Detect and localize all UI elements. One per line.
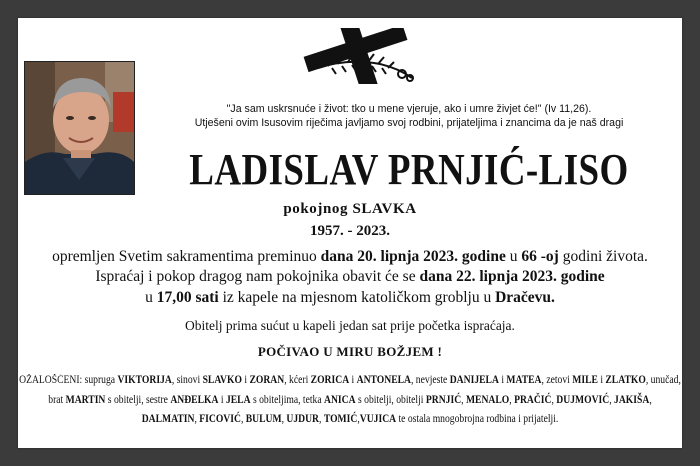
- mourner-text: ,: [461, 393, 466, 406]
- death-date: dana 20. lipnja 2023. godine: [320, 248, 506, 265]
- mourner-text: te ostala mnogobrojna rodbina i prijatelji.: [396, 413, 559, 425]
- mourner-text: i: [498, 374, 507, 386]
- mourner-name: ZLATKO: [605, 374, 646, 386]
- mourner-name: DANIJELA: [449, 374, 499, 386]
- father-name: pokojnog SLAVKA: [283, 201, 417, 217]
- mourner-name: ANĐELKA: [170, 393, 219, 406]
- mourner-name: ANICA: [324, 393, 356, 406]
- quote-line: "Ja sam uskrsnuće i život: tko u mene vjeruje, ako i umre živjet će!" (Iv 11,26).: [226, 103, 592, 115]
- mourner-name: DUJMOVIĆ: [556, 393, 610, 406]
- mourner-name: ZORAN: [249, 374, 285, 386]
- cross-with-wreath-icon: [288, 28, 428, 84]
- mourner-text: i: [218, 393, 226, 406]
- rest-in-peace: POČIVAO U MIRU BOŽJEM !: [257, 344, 443, 359]
- mourner-text: ,: [649, 393, 652, 406]
- mourner-name: MILE: [572, 374, 598, 386]
- mourner-name: UJDUR: [286, 413, 320, 425]
- mourner-text: OŽALOŠĆENI: supruga: [19, 374, 118, 386]
- mourners-row: [18, 371, 682, 391]
- text: opremljen Svetim sakramentima preminuo: [52, 248, 321, 265]
- mourner-text: i: [597, 374, 606, 386]
- mourner-name: TOMIĆ: [323, 413, 358, 425]
- mourner-name: PRAČIĆ: [514, 393, 552, 406]
- text: iz kapele na mjesnom katoličkom groblju u: [218, 289, 496, 306]
- mourner-name: BULUM: [245, 413, 282, 425]
- mourner-text: ,: [319, 413, 324, 425]
- age: 66 -oj: [521, 248, 559, 265]
- obituary-notice: [18, 18, 682, 448]
- mourner-name: PRNJIĆ: [425, 393, 462, 406]
- mourner-name: MATEA: [506, 374, 542, 386]
- mourner-name: VIKTORIJA: [117, 374, 172, 386]
- bible-quote: [136, 102, 682, 130]
- mourner-text: ,: [281, 413, 287, 425]
- mourner-text: ,: [357, 413, 360, 425]
- funeral-place: Dračevu.: [495, 289, 555, 306]
- funeral-details: [18, 289, 682, 307]
- mourner-text: s obiteljima, tetka: [250, 393, 325, 406]
- mourner-name: JELA: [225, 393, 251, 406]
- text: godini života.: [558, 248, 648, 265]
- mourner-text: , zetovi: [541, 374, 573, 386]
- mourner-text: ,: [194, 413, 200, 425]
- mourner-text: , unučad,: [645, 374, 681, 386]
- death-announcement: [18, 248, 682, 266]
- mourners-row: [18, 391, 682, 411]
- mourner-text: brat: [48, 393, 66, 406]
- mourner-name: DALMATIN: [141, 413, 195, 425]
- text: Ispraćaj i pokop dragog nam pokojnika obavit će se: [95, 268, 420, 285]
- mourner-name: MARTIN: [65, 393, 106, 406]
- mourner-text: ,: [240, 413, 246, 425]
- life-years: 1957. - 2023.: [310, 223, 390, 239]
- text: u: [145, 289, 157, 306]
- mourner-name: JAKIŠA: [614, 393, 650, 406]
- mourner-text: , kćeri: [284, 374, 311, 386]
- condolence-note: Obitelj prima sućut u kapeli jedan sat prije početka ispraćaja.: [185, 318, 515, 333]
- mourner-text: , sinovi: [171, 374, 203, 386]
- mourner-text: ,: [509, 393, 515, 406]
- mourner-name: ZORICA: [310, 374, 350, 386]
- mourner-text: i: [241, 374, 250, 386]
- mourner-text: ,: [551, 393, 557, 406]
- mourner-name: SLAVKO: [202, 374, 242, 386]
- mourner-text: , nevjeste: [410, 374, 450, 386]
- funeral-time: 17,00 sati: [156, 289, 219, 306]
- funeral-date: dana 22. lipnja 2023. godine: [419, 268, 605, 285]
- deceased-photo: [24, 61, 135, 195]
- mourner-text: s obitelji, obitelji: [355, 393, 426, 406]
- mourners-row: [18, 410, 682, 430]
- mourner-name: VUJICA: [359, 413, 397, 425]
- mourner-text: s obitelji, sestre: [105, 393, 171, 406]
- mourner-name: FICOVIĆ: [199, 413, 241, 425]
- text: u: [505, 248, 522, 265]
- mourner-text: ,: [609, 393, 615, 406]
- mourner-name: MENALO: [465, 393, 510, 406]
- mourner-text: i: [349, 374, 357, 386]
- mourners-list: [18, 371, 682, 430]
- mourner-name: ANTONELA: [356, 374, 411, 386]
- funeral-announcement: [18, 268, 682, 286]
- intro-line: Utješeni ovim Isusovim riječima javljamo svoj rodbini, prijateljima i znancima da je naš dragi: [194, 117, 624, 129]
- deceased-name: LADISLAV PRNJIĆ-LISO: [189, 145, 629, 194]
